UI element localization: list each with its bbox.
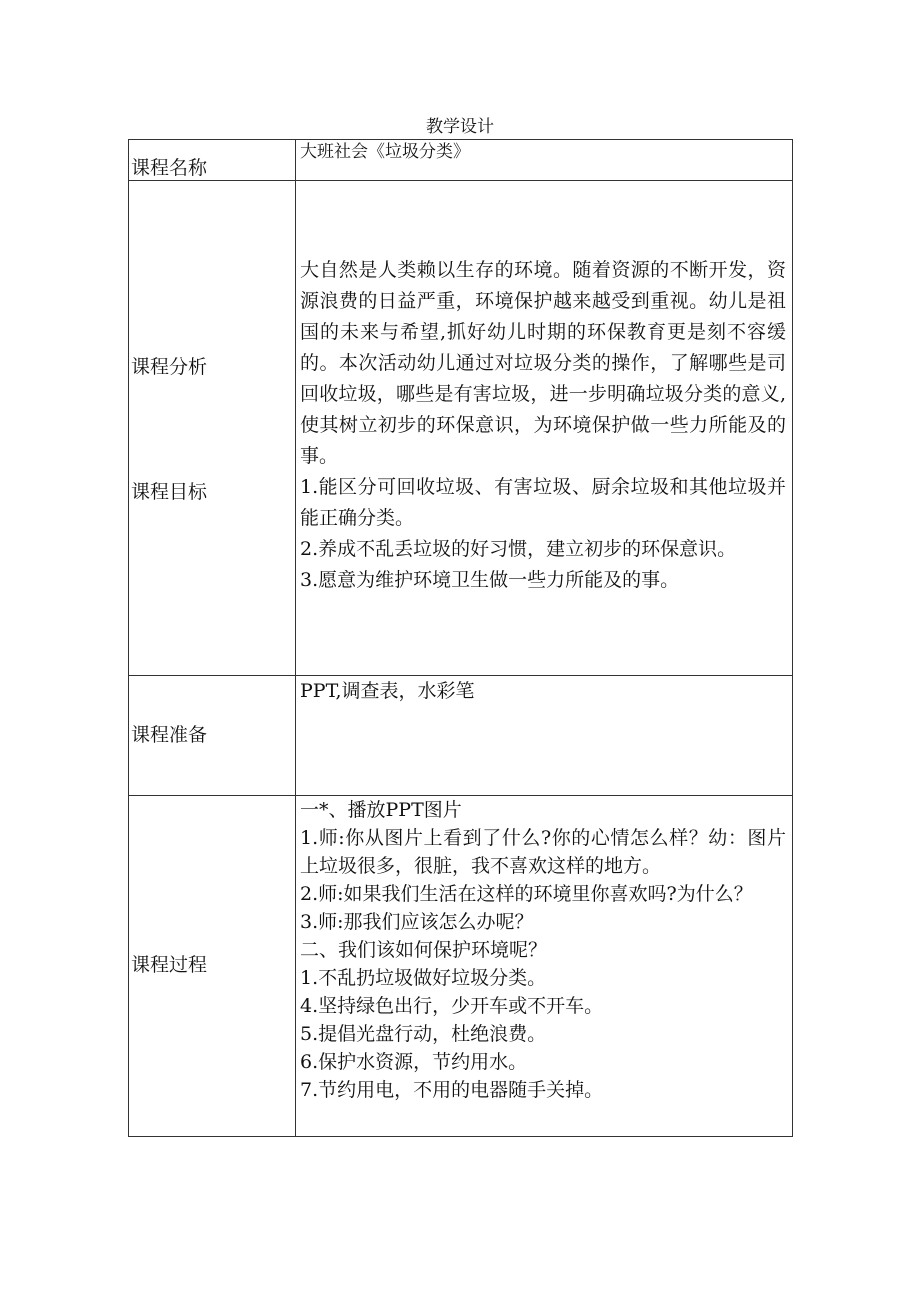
process-line-3: 2.师:如果我们生活在这样的环境里你喜欢吗?为什么？	[300, 883, 753, 905]
process-line-6: 1.不乱扔垃圾做好垃圾分类。	[300, 967, 547, 989]
process-line-2: 1.师:你从图片上看到了什么?你的心情怎么样？幼：图片上垃圾很多，很脏，我不喜欢这样的地方。	[300, 827, 786, 877]
lesson-plan-table	[128, 139, 793, 1137]
course-name-value: 大班社会《垃圾分类》	[300, 142, 470, 162]
course-analysis-label: 课程分析	[131, 356, 208, 378]
process-line-1: 一*、播放PPT图片	[300, 799, 462, 821]
course-preparation-label: 课程准备	[131, 724, 208, 746]
process-line-8: 5.提倡光盘行动，杜绝浪费。	[300, 1023, 547, 1045]
document-title: 教学设计	[426, 117, 494, 137]
course-name-value-cell	[296, 140, 793, 181]
row-course-preparation	[129, 676, 793, 796]
goal-item-3: 3.愿意为维护环境卫生做一些力所能及的事。	[300, 569, 680, 591]
process-line-9: 6.保护水资源，节约用水。	[300, 1051, 528, 1073]
course-preparation-content-cell	[296, 676, 793, 796]
course-analysis-label-cell	[129, 181, 296, 676]
course-process-label: 课程过程	[131, 954, 208, 976]
course-process-label-cell	[129, 796, 296, 1137]
analysis-paragraph: 大自然是人类赖以生存的环境。随着资源的不断开发，资源浪费的日益严重，环境保护越来越受到重视。幼儿是祖国的未来与希望,抓好幼儿时期的环保教育更是刻不容缓的。本次活动幼儿通过对垃圾分类的操作，了解哪些是司回收垃圾，哪些是有害垃圾，进一步明确垃圾分类的意义,使其树立初步的环保意识，为环境保护做一些力所能及的事。	[300, 259, 786, 467]
row-course-name	[129, 140, 793, 181]
process-line-7: 4.坚持绿色出行，少开车或不开车。	[300, 995, 604, 1017]
process-line-10: 7.节约用电，不用的电器随手关掉。	[300, 1079, 604, 1101]
row-course-analysis	[129, 181, 793, 676]
course-analysis-content-cell	[296, 181, 793, 676]
goal-item-2: 2.养成不乱丢垃圾的好习惯，建立初步的环保意识。	[300, 538, 737, 560]
row-course-process	[129, 796, 793, 1137]
course-preparation-label-cell	[129, 676, 296, 796]
process-line-4: 3.师:那我们应该怎么办呢？	[300, 911, 534, 933]
course-name-label-cell	[129, 140, 296, 181]
course-name-label: 课程名称	[131, 157, 208, 179]
process-line-5: 二、我们该如何保护环境呢？	[300, 939, 548, 961]
goal-item-1: 1.能区分可回收垃圾、有害垃圾、厨余垃圾和其他垃圾并能正确分类。	[300, 476, 786, 529]
course-goals-label: 课程目标	[131, 481, 208, 503]
course-process-content-cell	[296, 796, 793, 1137]
preparation-value: PPT,调查表，水彩笔	[300, 680, 475, 702]
